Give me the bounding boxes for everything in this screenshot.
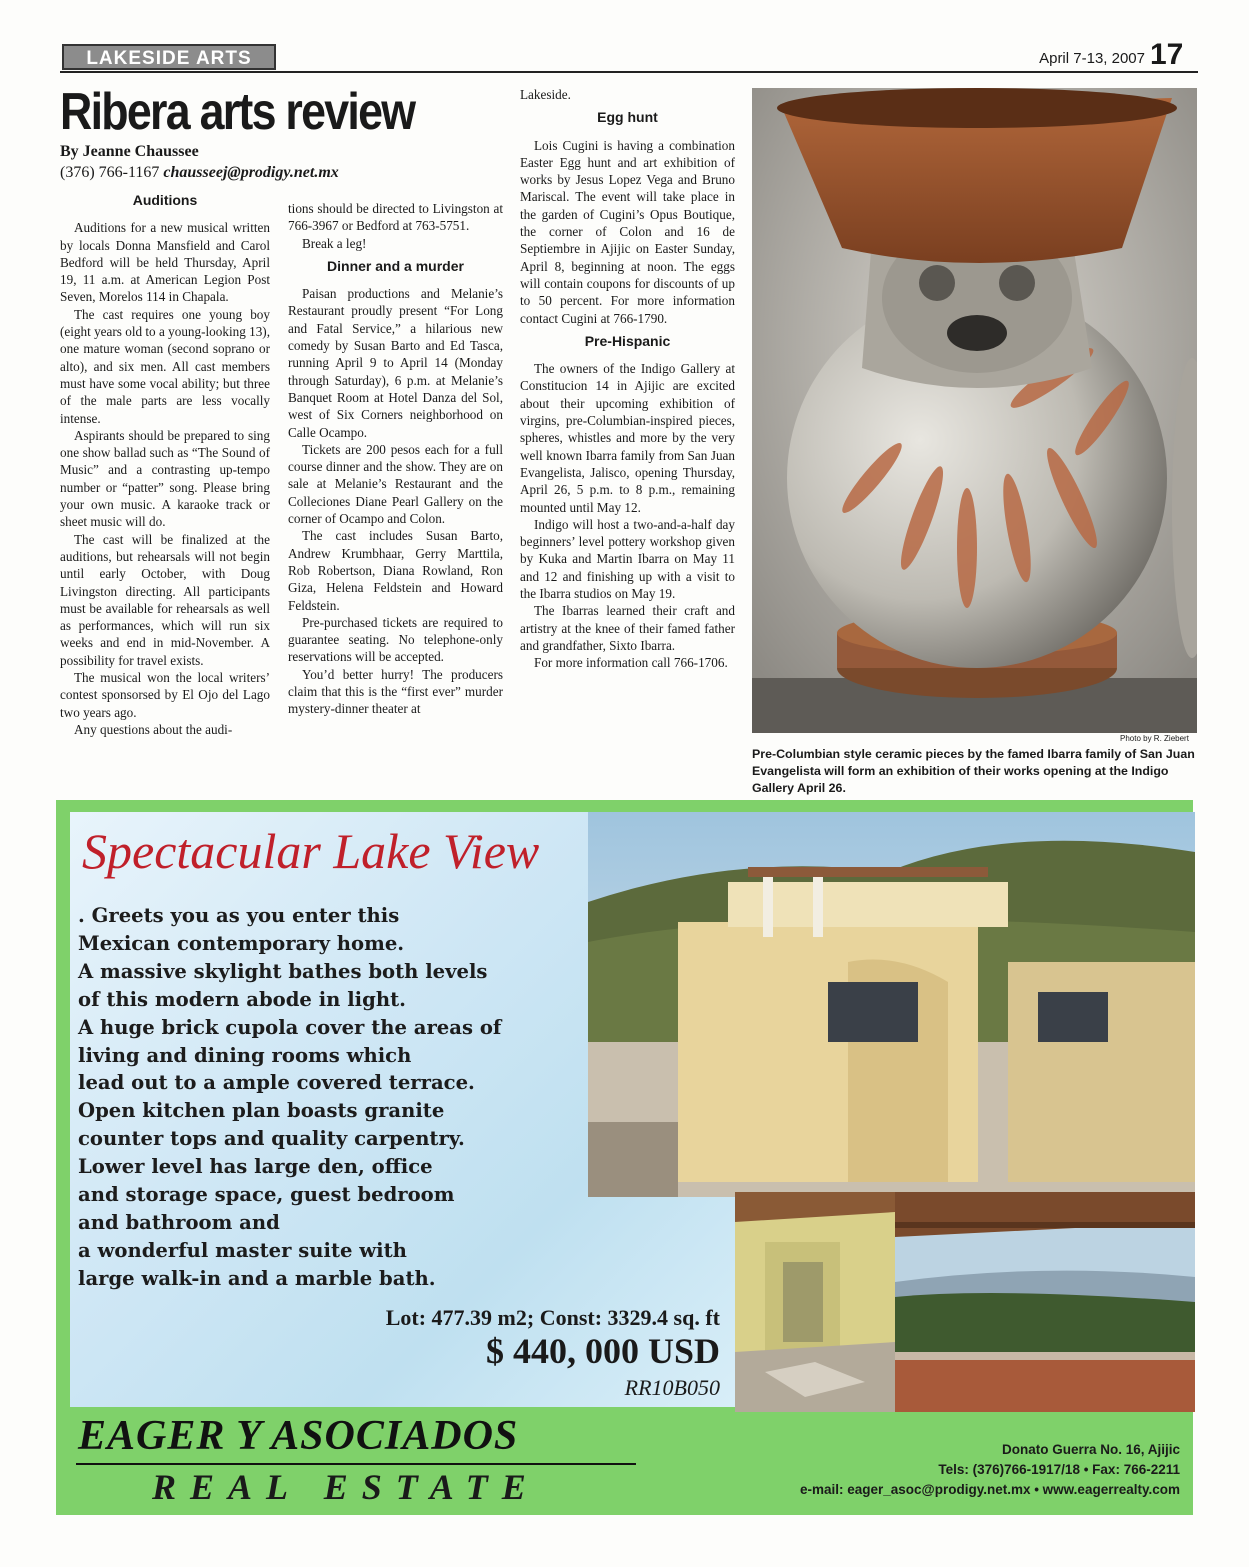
listing-code: RR10B050 — [624, 1375, 720, 1400]
price: $ 440, 000 USD — [485, 1331, 720, 1371]
ad-description — [78, 902, 598, 1293]
paragraph: Pre-purchased tickets are required to guarantee seating. No telephone-only reservations will be accepted. — [288, 614, 503, 665]
ad-title: Spectacular Lake View — [82, 823, 540, 879]
entry-illustration — [735, 1192, 895, 1412]
paragraph: Aspirants should be prepared to sing one show ballad such as “The Sound of Music” and a contrasting up-tempo number or “patter” song. Please bring your own music. A karaoke track or sheet music will do. — [60, 427, 270, 530]
page-number: 17 — [1150, 38, 1184, 71]
photo-credit: Photo by R. Ziebert — [1120, 734, 1189, 743]
paragraph: Indigo will host a two-and-a-half day beginners’ level pottery workshop given by Kuka and Martin Ibarra on May 11 and 12 and finishing up with a visit to the Ibarra studios on May 19. — [520, 516, 735, 602]
author-email: chausseej@prodigy.net.mx — [163, 164, 339, 181]
ad-line: of this modern abode in light. — [78, 987, 406, 1011]
paragraph: Auditions for a new musical written by locals Donna Mansfield and Carol Bedford will be held Thursday, April 19, 11 a.m. at American Legion Post Seven, Morelos 114 in Chapala. — [60, 220, 270, 305]
paragraph: The musical won the local writers’ contest sponsorsed by El Ojo del Lago two years ago. — [60, 670, 270, 720]
agency-contact-block — [760, 1440, 1180, 1500]
paragraph: Lakeside. — [520, 87, 571, 102]
ad-line: A massive skylight bathes both levels — [78, 959, 488, 983]
ad-line: counter tops and quality carpentry. — [78, 1127, 465, 1151]
author-phone: (376) 766-1167 — [60, 164, 160, 181]
house-photo — [588, 812, 1195, 1197]
paragraph: Tickets are 200 pesos each for a full course dinner and the show. They are on sale at Melanie’s Restaurant and the Colleciones Diane Pearl Gallery on the corner of Ocampo and Colon. — [288, 441, 503, 527]
paragraph: The Ibarras learned their craft and artistry at the knee of their famed father and grandfather, Sixto Ibarra. — [520, 603, 735, 653]
subhead-dinner: Dinner and a murder — [327, 257, 464, 274]
ad-line: a wonderful master suite with — [78, 1238, 407, 1262]
entry-photo — [735, 1192, 895, 1412]
article-column-3 — [520, 86, 735, 672]
author-contact — [60, 164, 339, 182]
lake-view-photo — [895, 1192, 1195, 1412]
subhead-egg-hunt: Egg hunt — [597, 109, 658, 126]
ad-line: living and dining rooms which — [78, 1043, 412, 1067]
ad-line: Open kitchen plan boasts granite — [78, 1099, 445, 1123]
paragraph: tions should be directed to Livingston at 766-3967 or Bedford at 763-5751. — [288, 201, 503, 234]
ad-line: Mexican contemporary home. — [78, 931, 405, 955]
paragraph: Any questions about the audi- — [74, 721, 233, 737]
paragraph: You’d better hurry! The producers claim that this is the “first ever” murder mystery-dinner theater at — [288, 666, 503, 717]
ceramic-vessel-illustration — [752, 88, 1197, 733]
lot-size: Lot: 477.39 m2; Const: 3329.4 sq. ft — [385, 1305, 720, 1330]
agency-phones: Tels: (376)766-1917/18 • Fax: 766-2211 — [938, 1462, 1180, 1477]
agency-email-web: e-mail: eager_asoc@prodigy.net.mx • www.eagerrealty.com — [799, 1482, 1180, 1497]
subhead-pre-hispanic: Pre-Hispanic — [584, 332, 671, 349]
article-column-2 — [288, 200, 503, 718]
agency-rule — [76, 1463, 636, 1465]
ad-line: Lower level has large den, office — [78, 1155, 433, 1179]
ad-line: lead out to a ample covered terrace. — [78, 1071, 475, 1095]
lake-view-illustration — [895, 1192, 1195, 1412]
article-headline: Ribera arts review — [60, 83, 415, 141]
ceramic-vessel-photo — [752, 88, 1197, 733]
agency-subtitle: REAL ESTATE — [152, 1467, 540, 1507]
paragraph: The cast requires one young boy (eight years old to a young-looking 13), one mature woman (second soprano or alto), and six men. All cast members must have some vocal ability; but three of the male parts are less vocally intense. — [60, 306, 270, 426]
ad-line: large walk-in and a marble bath. — [78, 1266, 436, 1290]
paragraph: Break a leg! — [302, 235, 367, 251]
ad-line: and bathroom and — [78, 1210, 280, 1234]
ad-line: A huge brick cupola cover the areas of — [78, 1015, 502, 1039]
issue-date: April 7-13, 2007 — [1039, 50, 1145, 67]
photo-caption: Pre-Columbian style ceramic pieces by the famed Ibarra family of San Juan Evangelista will form an exhibition of their works opening at the Indigo Gallery April 26. — [752, 747, 1195, 795]
paragraph: The owners of the Indigo Gallery at Constitucion 14 in Ajijic are excited about their upcoming exhibition of virgins, pre-Columbian-inspired pieces, spheres, whistles and more by the very well known Ibarra family from San Juan Evangelista, Jalisco, opening Thursday, April 26, 5 p.m. to 8 p.m., remaining mounted until May 12. — [520, 361, 735, 515]
byline: By Jeanne Chaussee — [60, 143, 199, 160]
paragraph: The cast will be finalized at the auditions, but rehearsals will not begin until early October, with Doug Livingston directing. All participants must be available for rehearsals as well as performances, which will run six weeks and end in mid-November. A possibility for travel exists. — [60, 531, 270, 668]
article-column-1 — [60, 186, 270, 738]
house-illustration — [588, 812, 1195, 1197]
paragraph: The cast includes Susan Barto, Andrew Krumbhaar, Gerry Marttila, Rob Robertson, Diana Rowland, Ron Giza, Helena Feldstein and Howard Feldstein. — [288, 528, 503, 613]
agency-address: Donato Guerra No. 16, Ajijic — [1001, 1442, 1180, 1457]
ad-line: . Greets you as you enter this — [78, 904, 400, 927]
paragraph: Lois Cugini is having a combination Easter Egg hunt and art exhibition of works by Jesus Lopez Vega and Bruno Mariscal. The event will take place in the garden of Cugini’s Opus Boutique, the corner of Colon and 16 de Septiembre in Ajijic on Easter Sunday, April 8, beginning at noon. The eggs will contain coupons for discounts of up to 50 percent. For more information contact Cugini at 766-1790. — [520, 137, 735, 326]
header-rule — [60, 71, 1198, 73]
subhead-auditions: Auditions — [132, 192, 198, 208]
paragraph: For more information call 766-1706. — [534, 655, 728, 671]
section-tag: LAKESIDE ARTS — [62, 44, 276, 70]
ad-line: and storage space, guest bedroom — [78, 1183, 455, 1207]
agency-name: EAGER Y ASOCIADOS — [78, 1413, 519, 1459]
paragraph: Paisan productions and Melanie’s Restaurant proudly present “For Long and Fatal Service,” a hilarious new comedy by Susan Barto and Ed Tasca, running April 9 to April 14 (Monday through Saturday), 6 p.m. at Melanie’s Banquet Room at Hotel Danza del Sol, west of Six Corners neighborhood on Calle Ocampo. — [288, 286, 503, 440]
